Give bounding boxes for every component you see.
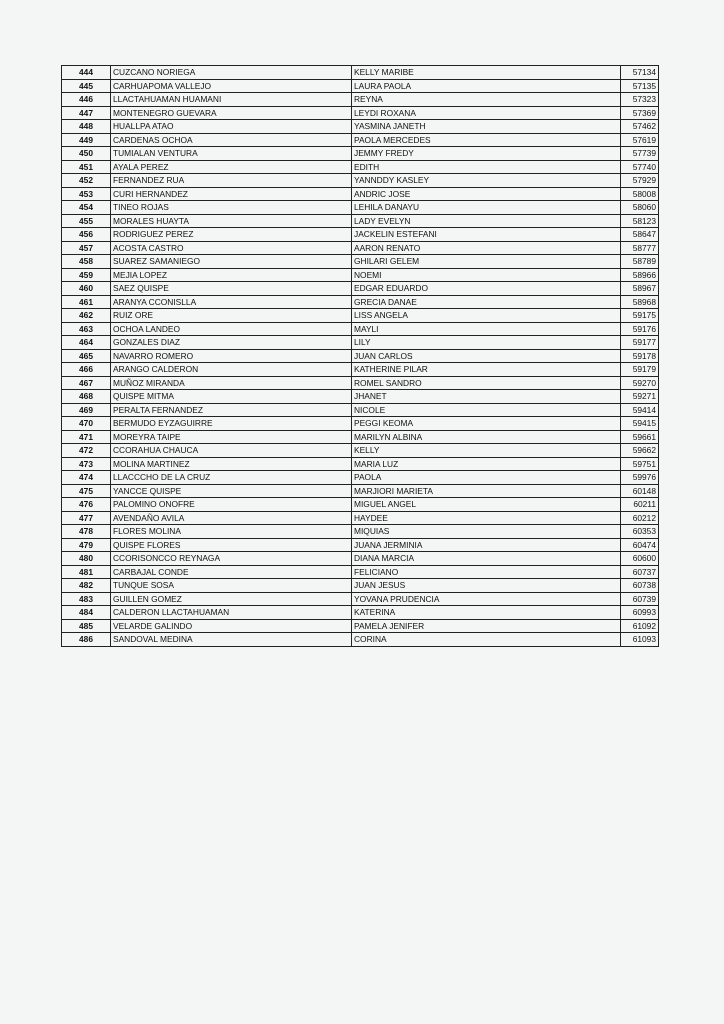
- given-names-cell: REYNA: [352, 93, 621, 107]
- code-cell: 57929: [621, 174, 659, 188]
- given-names-cell: MIQUIAS: [352, 525, 621, 539]
- row-number-cell: 483: [62, 592, 111, 606]
- surname-cell: QUISPE MITMA: [111, 390, 352, 404]
- row-number-cell: 476: [62, 498, 111, 512]
- given-names-cell: MAYLI: [352, 322, 621, 336]
- table-row: [62, 592, 659, 606]
- surname-cell: LLACTAHUAMAN HUAMANI: [111, 93, 352, 107]
- given-names-cell: NOEMI: [352, 268, 621, 282]
- given-names-cell: KELLY: [352, 444, 621, 458]
- given-names-cell: FELICIANO: [352, 565, 621, 579]
- row-number-cell: 465: [62, 349, 111, 363]
- code-cell: 60211: [621, 498, 659, 512]
- table-row: [62, 201, 659, 215]
- surname-cell: HUALLPA ATAO: [111, 120, 352, 134]
- table-row: [62, 255, 659, 269]
- given-names-cell: ROMEL SANDRO: [352, 376, 621, 390]
- code-cell: 60739: [621, 592, 659, 606]
- table-row: [62, 147, 659, 161]
- code-cell: 59179: [621, 363, 659, 377]
- given-names-cell: LILY: [352, 336, 621, 350]
- table-row: [62, 417, 659, 431]
- surname-cell: CCORAHUA CHAUCA: [111, 444, 352, 458]
- surname-cell: CALDERON LLACTAHUAMAN: [111, 606, 352, 620]
- table-row: [62, 322, 659, 336]
- row-number-cell: 468: [62, 390, 111, 404]
- table-row: [62, 565, 659, 579]
- given-names-cell: EDITH: [352, 160, 621, 174]
- row-number-cell: 454: [62, 201, 111, 215]
- code-cell: 58123: [621, 214, 659, 228]
- row-number-cell: 473: [62, 457, 111, 471]
- code-cell: 59271: [621, 390, 659, 404]
- table-row: [62, 268, 659, 282]
- row-number-cell: 457: [62, 241, 111, 255]
- code-cell: 59415: [621, 417, 659, 431]
- surname-cell: CUZCANO NORIEGA: [111, 66, 352, 80]
- table-row: [62, 376, 659, 390]
- row-number-cell: 456: [62, 228, 111, 242]
- given-names-cell: JUAN JESUS: [352, 579, 621, 593]
- given-names-cell: MIGUEL ANGEL: [352, 498, 621, 512]
- row-number-cell: 481: [62, 565, 111, 579]
- code-cell: 57619: [621, 133, 659, 147]
- row-number-cell: 453: [62, 187, 111, 201]
- given-names-cell: AARON RENATO: [352, 241, 621, 255]
- row-number-cell: 447: [62, 106, 111, 120]
- table-row: [62, 79, 659, 93]
- surname-cell: ARANYA CCONISLLA: [111, 295, 352, 309]
- surname-cell: FLORES MOLINA: [111, 525, 352, 539]
- table-row: [62, 241, 659, 255]
- row-number-cell: 479: [62, 538, 111, 552]
- surname-cell: TUNQUE SOSA: [111, 579, 352, 593]
- code-cell: 58060: [621, 201, 659, 215]
- given-names-cell: MARILYN ALBINA: [352, 430, 621, 444]
- table-row: [62, 471, 659, 485]
- table-row: [62, 619, 659, 633]
- surname-cell: YANCCE QUISPE: [111, 484, 352, 498]
- code-cell: 58968: [621, 295, 659, 309]
- row-number-cell: 461: [62, 295, 111, 309]
- given-names-cell: JHANET: [352, 390, 621, 404]
- row-number-cell: 482: [62, 579, 111, 593]
- row-number-cell: 472: [62, 444, 111, 458]
- code-cell: 59751: [621, 457, 659, 471]
- surname-cell: LLACCCHO DE LA CRUZ: [111, 471, 352, 485]
- code-cell: 58966: [621, 268, 659, 282]
- surname-cell: PERALTA FERNANDEZ: [111, 403, 352, 417]
- code-cell: 57740: [621, 160, 659, 174]
- table-row: [62, 525, 659, 539]
- table-row: [62, 579, 659, 593]
- given-names-cell: ANDRIC JOSE: [352, 187, 621, 201]
- table-row: [62, 120, 659, 134]
- surname-cell: CURI HERNANDEZ: [111, 187, 352, 201]
- code-cell: 57134: [621, 66, 659, 80]
- surname-cell: SANDOVAL MEDINA: [111, 633, 352, 647]
- row-number-cell: 460: [62, 282, 111, 296]
- surname-cell: BERMUDO EYZAGUIRRE: [111, 417, 352, 431]
- code-cell: 57135: [621, 79, 659, 93]
- table-row: [62, 484, 659, 498]
- surname-cell: VELARDE GALINDO: [111, 619, 352, 633]
- surname-cell: PALOMINO ONOFRE: [111, 498, 352, 512]
- code-cell: 59976: [621, 471, 659, 485]
- given-names-cell: YASMINA JANETH: [352, 120, 621, 134]
- table-row: [62, 228, 659, 242]
- code-cell: 59178: [621, 349, 659, 363]
- code-cell: 58789: [621, 255, 659, 269]
- code-cell: 59176: [621, 322, 659, 336]
- surname-cell: NAVARRO ROMERO: [111, 349, 352, 363]
- given-names-cell: GRECIA DANAE: [352, 295, 621, 309]
- surname-cell: RUIZ ORE: [111, 309, 352, 323]
- given-names-cell: MARJIORI MARIETA: [352, 484, 621, 498]
- surname-cell: OCHOA LANDEO: [111, 322, 352, 336]
- code-cell: 60600: [621, 552, 659, 566]
- code-cell: 57369: [621, 106, 659, 120]
- code-cell: 58777: [621, 241, 659, 255]
- row-number-cell: 478: [62, 525, 111, 539]
- given-names-cell: LAURA PAOLA: [352, 79, 621, 93]
- row-number-cell: 463: [62, 322, 111, 336]
- table-row: [62, 498, 659, 512]
- table-row: [62, 187, 659, 201]
- table-row: [62, 282, 659, 296]
- given-names-cell: KATERINA: [352, 606, 621, 620]
- table-row: [62, 93, 659, 107]
- given-names-cell: PEGGI KEOMA: [352, 417, 621, 431]
- given-names-cell: JUAN CARLOS: [352, 349, 621, 363]
- code-cell: 58647: [621, 228, 659, 242]
- given-names-cell: LADY EVELYN: [352, 214, 621, 228]
- code-cell: 61093: [621, 633, 659, 647]
- table-row: [62, 390, 659, 404]
- given-names-cell: CORINA: [352, 633, 621, 647]
- table-row: [62, 538, 659, 552]
- table-row: [62, 133, 659, 147]
- given-names-cell: MARIA LUZ: [352, 457, 621, 471]
- table-row: [62, 336, 659, 350]
- surname-cell: TUMIALAN VENTURA: [111, 147, 352, 161]
- code-cell: 61092: [621, 619, 659, 633]
- table-row: [62, 106, 659, 120]
- row-number-cell: 474: [62, 471, 111, 485]
- row-number-cell: 486: [62, 633, 111, 647]
- surname-cell: GUILLEN GOMEZ: [111, 592, 352, 606]
- surname-cell: MOLINA MARTINEZ: [111, 457, 352, 471]
- row-number-cell: 445: [62, 79, 111, 93]
- code-cell: 59177: [621, 336, 659, 350]
- surname-cell: CCORISONCCO REYNAGA: [111, 552, 352, 566]
- row-number-cell: 459: [62, 268, 111, 282]
- table-row: [62, 511, 659, 525]
- surname-cell: ACOSTA CASTRO: [111, 241, 352, 255]
- given-names-cell: DIANA MARCIA: [352, 552, 621, 566]
- row-number-cell: 455: [62, 214, 111, 228]
- roster-table: [61, 65, 659, 647]
- given-names-cell: NICOLE: [352, 403, 621, 417]
- row-number-cell: 477: [62, 511, 111, 525]
- table-row: [62, 66, 659, 80]
- code-cell: 60474: [621, 538, 659, 552]
- code-cell: 57462: [621, 120, 659, 134]
- row-number-cell: 466: [62, 363, 111, 377]
- code-cell: 57323: [621, 93, 659, 107]
- surname-cell: SAEZ QUISPE: [111, 282, 352, 296]
- given-names-cell: JUANA JERMINIA: [352, 538, 621, 552]
- row-number-cell: 446: [62, 93, 111, 107]
- given-names-cell: LEYDI ROXANA: [352, 106, 621, 120]
- table-row: [62, 349, 659, 363]
- roster-table-body: [62, 66, 659, 647]
- given-names-cell: PAOLA: [352, 471, 621, 485]
- row-number-cell: 485: [62, 619, 111, 633]
- code-cell: 59661: [621, 430, 659, 444]
- table-row: [62, 174, 659, 188]
- code-cell: 60993: [621, 606, 659, 620]
- row-number-cell: 464: [62, 336, 111, 350]
- given-names-cell: PAMELA JENIFER: [352, 619, 621, 633]
- given-names-cell: PAOLA MERCEDES: [352, 133, 621, 147]
- surname-cell: MEJIA LOPEZ: [111, 268, 352, 282]
- surname-cell: CARBAJAL CONDE: [111, 565, 352, 579]
- surname-cell: GONZALES DIAZ: [111, 336, 352, 350]
- given-names-cell: EDGAR EDUARDO: [352, 282, 621, 296]
- given-names-cell: GHILARI GELEM: [352, 255, 621, 269]
- row-number-cell: 451: [62, 160, 111, 174]
- surname-cell: ARANGO CALDERON: [111, 363, 352, 377]
- surname-cell: RODRIGUEZ PEREZ: [111, 228, 352, 242]
- table-row: [62, 214, 659, 228]
- given-names-cell: LISS ANGELA: [352, 309, 621, 323]
- surname-cell: FERNANDEZ RUA: [111, 174, 352, 188]
- surname-cell: AYALA PEREZ: [111, 160, 352, 174]
- code-cell: 57739: [621, 147, 659, 161]
- row-number-cell: 484: [62, 606, 111, 620]
- row-number-cell: 471: [62, 430, 111, 444]
- row-number-cell: 458: [62, 255, 111, 269]
- code-cell: 60148: [621, 484, 659, 498]
- table-row: [62, 309, 659, 323]
- table-row: [62, 606, 659, 620]
- surname-cell: MONTENEGRO GUEVARA: [111, 106, 352, 120]
- given-names-cell: JACKELIN ESTEFANI: [352, 228, 621, 242]
- surname-cell: MORALES HUAYTA: [111, 214, 352, 228]
- table-row: [62, 457, 659, 471]
- row-number-cell: 449: [62, 133, 111, 147]
- table-row: [62, 444, 659, 458]
- surname-cell: MUÑOZ MIRANDA: [111, 376, 352, 390]
- row-number-cell: 480: [62, 552, 111, 566]
- code-cell: 60737: [621, 565, 659, 579]
- code-cell: 59662: [621, 444, 659, 458]
- row-number-cell: 448: [62, 120, 111, 134]
- code-cell: 59270: [621, 376, 659, 390]
- table-row: [62, 160, 659, 174]
- code-cell: 59175: [621, 309, 659, 323]
- given-names-cell: YOVANA PRUDENCIA: [352, 592, 621, 606]
- surname-cell: CARHUAPOMA VALLEJO: [111, 79, 352, 93]
- code-cell: 60738: [621, 579, 659, 593]
- given-names-cell: YANNDDY KASLEY: [352, 174, 621, 188]
- given-names-cell: LEHILA DANAYU: [352, 201, 621, 215]
- row-number-cell: 475: [62, 484, 111, 498]
- given-names-cell: KELLY MARIBE: [352, 66, 621, 80]
- row-number-cell: 444: [62, 66, 111, 80]
- code-cell: 58967: [621, 282, 659, 296]
- row-number-cell: 452: [62, 174, 111, 188]
- given-names-cell: JEMMY FREDY: [352, 147, 621, 161]
- table-row: [62, 363, 659, 377]
- table-row: [62, 552, 659, 566]
- code-cell: 60212: [621, 511, 659, 525]
- row-number-cell: 469: [62, 403, 111, 417]
- given-names-cell: KATHERINE PILAR: [352, 363, 621, 377]
- code-cell: 59414: [621, 403, 659, 417]
- surname-cell: QUISPE FLORES: [111, 538, 352, 552]
- row-number-cell: 450: [62, 147, 111, 161]
- table-row: [62, 295, 659, 309]
- surname-cell: CARDENAS OCHOA: [111, 133, 352, 147]
- code-cell: 58008: [621, 187, 659, 201]
- table-row: [62, 430, 659, 444]
- surname-cell: SUAREZ SAMANIEGO: [111, 255, 352, 269]
- code-cell: 60353: [621, 525, 659, 539]
- table-row: [62, 403, 659, 417]
- surname-cell: TINEO ROJAS: [111, 201, 352, 215]
- given-names-cell: HAYDEE: [352, 511, 621, 525]
- surname-cell: MOREYRA TAIPE: [111, 430, 352, 444]
- row-number-cell: 467: [62, 376, 111, 390]
- row-number-cell: 462: [62, 309, 111, 323]
- surname-cell: AVENDAÑO AVILA: [111, 511, 352, 525]
- row-number-cell: 470: [62, 417, 111, 431]
- table-row: [62, 633, 659, 647]
